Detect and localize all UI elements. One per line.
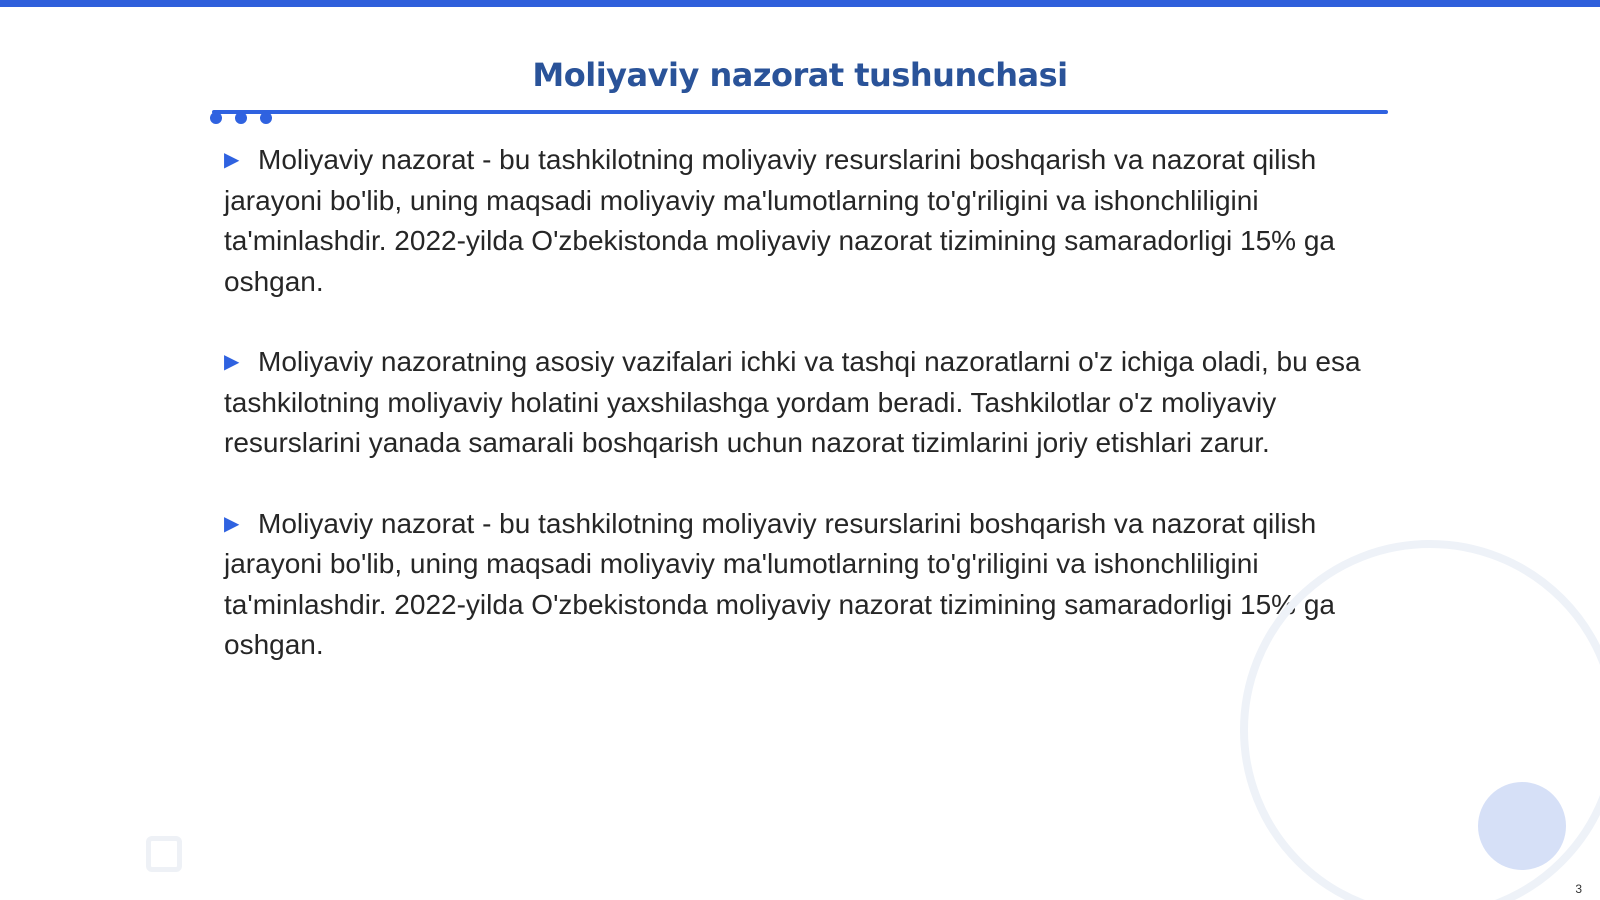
bullet-text: Moliyaviy nazorat - bu tashkilotning moliyaviy resurslarini boshqarish va nazorat qilish jarayoni bo'lib, uning maqsadi moliyaviy ma'lumotlarning to'g'riligini va ishonchliligini ta'minlashdir. 2022-yilda O'zbekistonda moliyaviy nazorat tizimining samaradorligi 15% ga oshgan. xyxy=(224,507,1336,660)
triangle-right-icon: ▶ xyxy=(224,512,240,535)
title-underline xyxy=(212,110,1388,114)
page-number: 3 xyxy=(1575,882,1582,896)
bullet-list xyxy=(224,140,1374,706)
triangle-right-icon: ▶ xyxy=(224,149,240,171)
bullet-item xyxy=(224,504,1374,666)
decorative-dot xyxy=(210,112,222,124)
bullet-text: Moliyaviy nazoratning asosiy vazifalari ichki va tashqi nazoratlarni o'z ichiga oladi, bu esa tashkilotning moliyaviy holatini yaxshilashga yordam beradi. Tashkilotlar o'z moliyaviy resurslarini yanada samarali boshqarish uchun nazorat tizimlarini joriy etishlari zarur. xyxy=(224,346,1361,458)
decorative-circle xyxy=(1478,782,1566,870)
top-accent-bar xyxy=(0,0,1600,7)
decorative-dot xyxy=(260,112,272,124)
decorative-dot xyxy=(235,112,247,124)
decorative-square xyxy=(146,836,182,872)
bullet-item xyxy=(224,140,1374,302)
bullet-text: Moliyaviy nazorat - bu tashkilotning moliyaviy resurslarini boshqarish va nazorat qilish jarayoni bo'lib, uning maqsadi moliyaviy ma'lumotlarning to'g'riligini va ishonchliligini ta'minlashdir. 2022-yilda O'zbekistonda moliyaviy nazorat tizimining samaradorligi 15% ga oshgan. xyxy=(224,144,1336,297)
triangle-right-icon: ▶ xyxy=(224,351,240,373)
bullet-item xyxy=(224,342,1374,464)
slide-title: Moliyaviy nazorat tushunchasi xyxy=(532,56,1068,94)
